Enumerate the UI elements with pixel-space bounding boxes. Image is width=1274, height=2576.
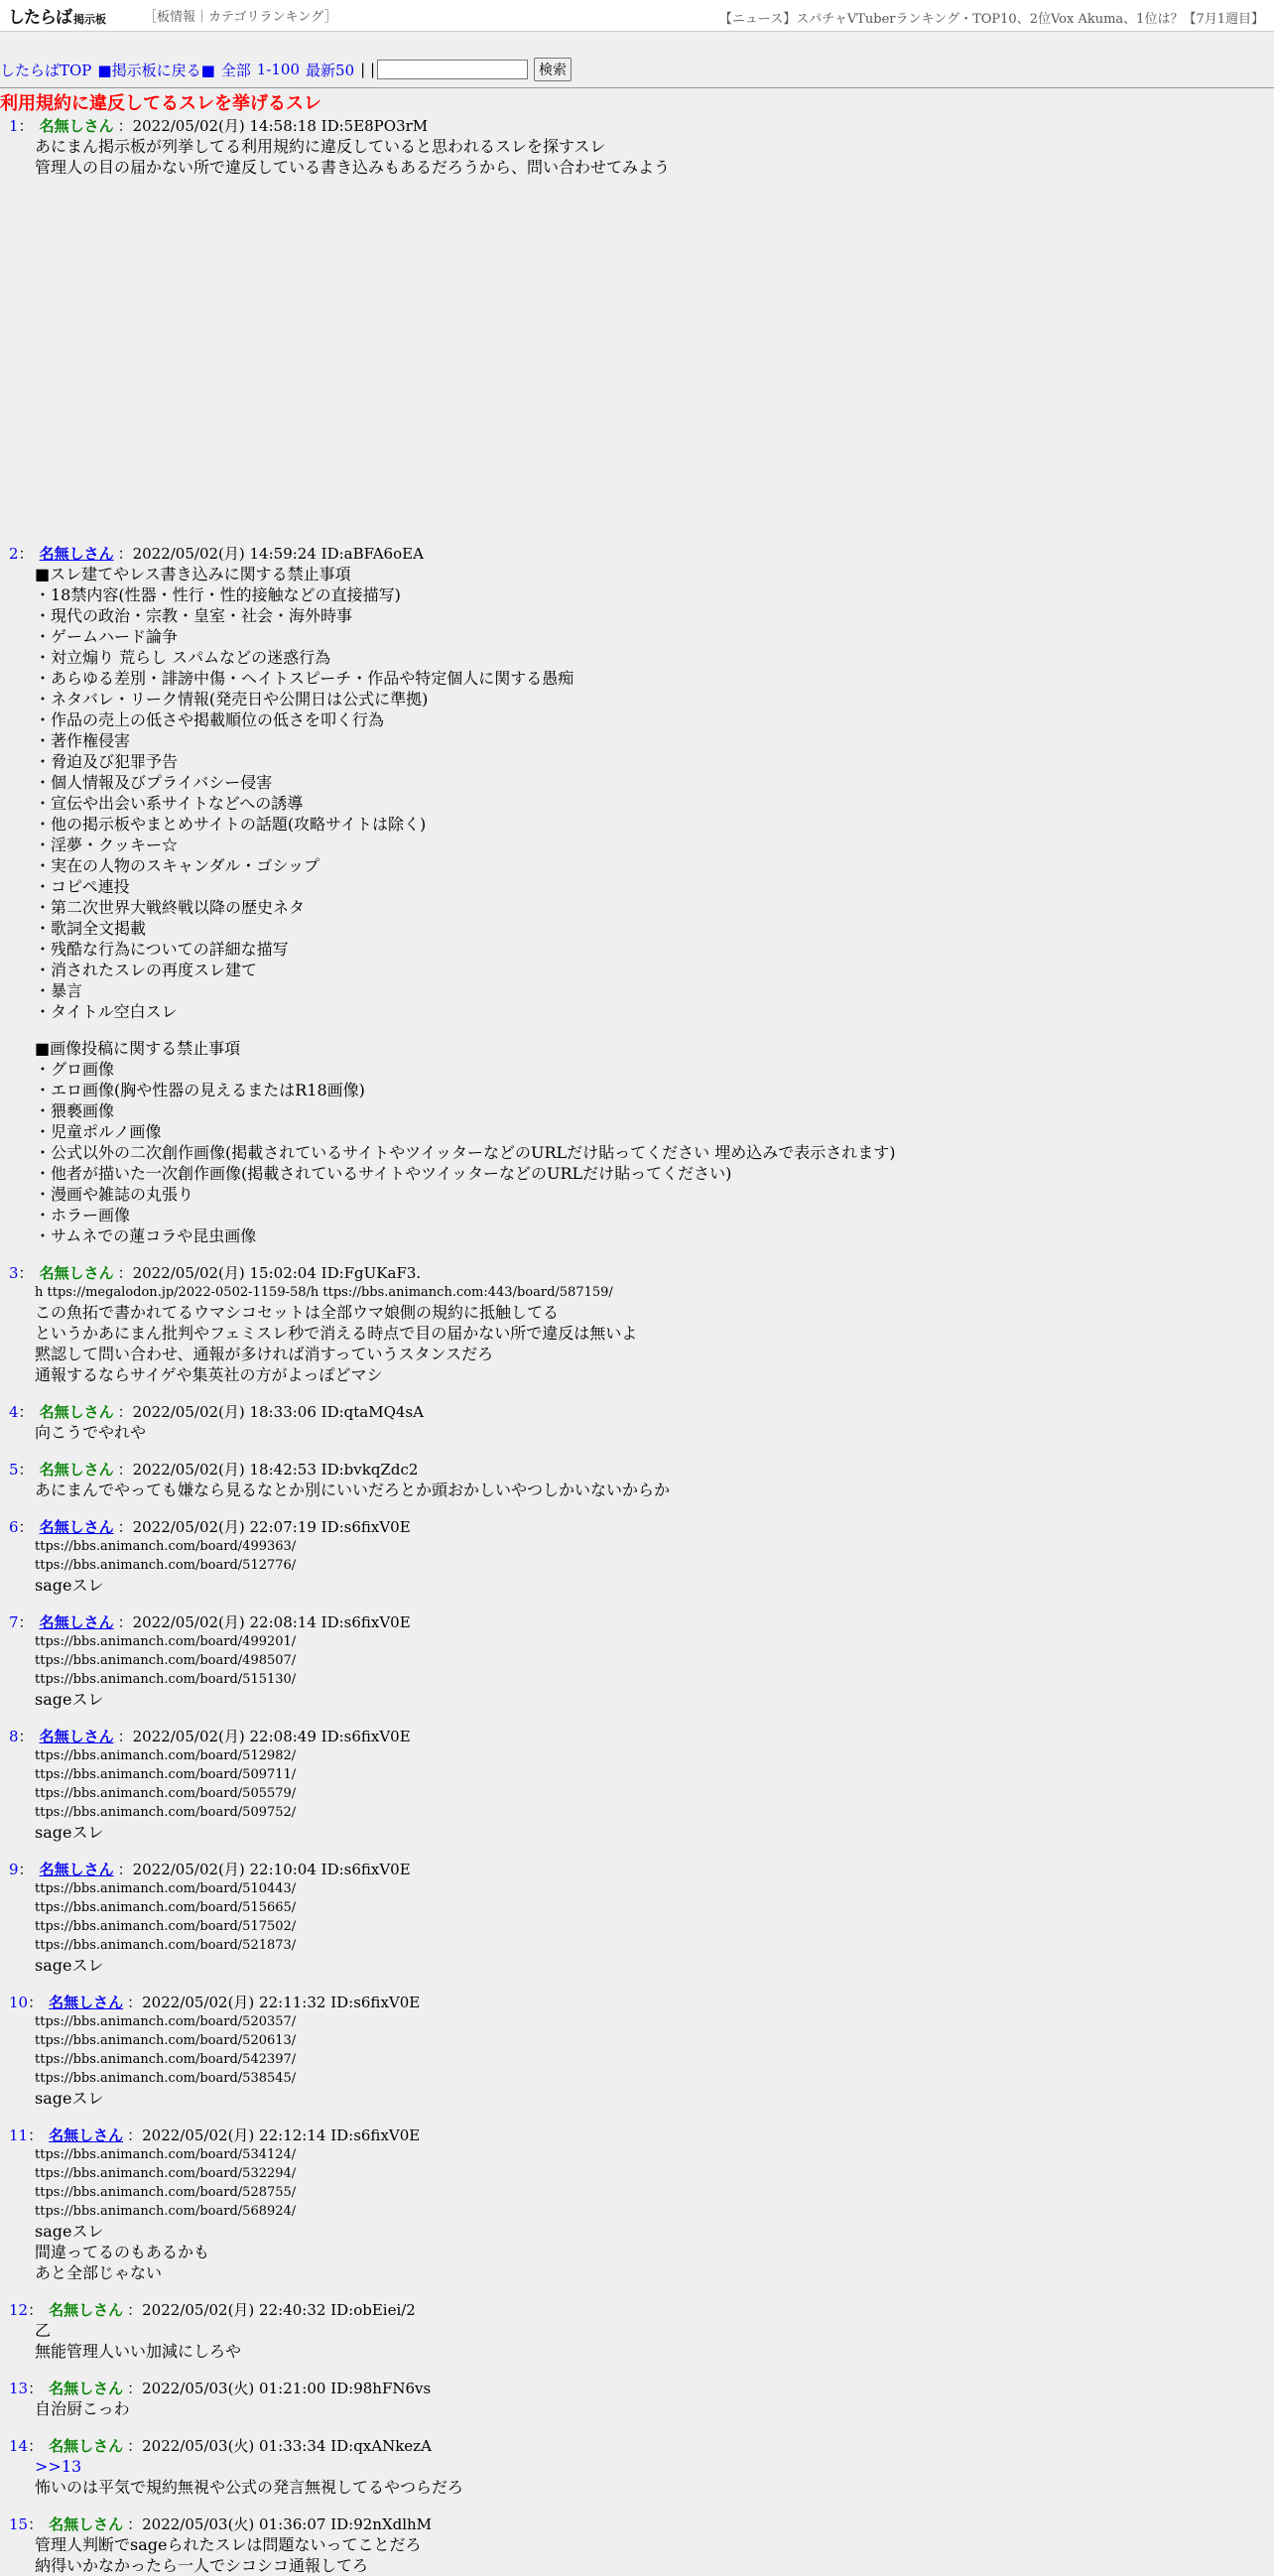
post [0, 117, 1274, 527]
nav-divider [0, 87, 1274, 88]
post-line: ・グロ画像 [35, 1060, 115, 1079]
poster-name[interactable]: 名無しさん [49, 1994, 124, 2011]
post-body [35, 1879, 1274, 1976]
category-ranking-link[interactable]: カテゴリランキング [208, 10, 324, 25]
post-line: sageスレ [35, 1690, 104, 1709]
post-line: ・残酷な行為についての詳細な描写 [35, 940, 289, 959]
post-line: 間違ってるのもあるかも [35, 2243, 210, 2261]
post-url-line: ttps://bbs.animanch.com/board/515665/ [35, 1900, 297, 1915]
post-number-link[interactable]: 11 [9, 2126, 29, 2144]
post-meta: ：2022/05/02(月) 22:11:32 ID:s6fixV0E [127, 1994, 421, 2011]
post-meta: ：2022/05/02(月) 14:59:24 ID:aBFA6oEA [117, 545, 424, 563]
post-header: 7： 名無しさん ：2022/05/02(月) 22:08:14 ID:s6fixV0E [9, 1613, 411, 1631]
post-number-link[interactable]: 2 [9, 545, 19, 563]
post-body [35, 1746, 1274, 1843]
post-url-line: ttps://bbs.animanch.com/board/520613/ [35, 2033, 297, 2048]
post-url-line: ttps://bbs.animanch.com/board/499363/ [35, 1539, 297, 1554]
post-line: ・淫夢・クッキー☆ [35, 836, 179, 854]
post [0, 1461, 1274, 1500]
post-number-link[interactable]: 7 [9, 1613, 19, 1631]
poster-name[interactable]: 名無しさん [39, 1613, 114, 1631]
poster-name: 名無しさん [49, 2515, 124, 2533]
post-line: ・宣伝や出会い系サイトなどへの誘導 [35, 794, 304, 813]
post-header: 5： 名無しさん ：2022/05/02(月) 18:42:53 ID:bvkqZdc2 [9, 1461, 419, 1479]
post-number-link[interactable]: 3 [9, 1264, 19, 1282]
post-url-line: ttps://bbs.animanch.com/board/512982/ [35, 1748, 297, 1763]
news-ticker [719, 8, 1264, 27]
post-line: ・現代の政治・宗教・皇室・社会・海外時事 [35, 606, 353, 625]
post-body [35, 1480, 1274, 1500]
post-line: 黙認して問い合わせ、通報が多ければ消すっていうスタンスだろ [35, 1345, 494, 1363]
post-line: sageスレ [35, 1956, 104, 1975]
post-meta: ：2022/05/02(月) 22:07:19 ID:s6fixV0E [117, 1518, 411, 1536]
post-line: というかあにまん批判やフェミスレ秒で消える時点で目の届かない所で違反は無いよ [35, 1324, 638, 1343]
post [0, 545, 1274, 1246]
post-line: ・作品の売上の低さや掲載順位の低さを叩く行為 [35, 710, 385, 729]
show-all-link[interactable]: 全部 [220, 61, 251, 79]
post-body [35, 1422, 1274, 1443]
post-url-line: ttps://bbs.animanch.com/board/499201/ [35, 1634, 297, 1649]
logo-sub-text: 掲示板 [73, 13, 106, 26]
post-line: 通報するならサイゲや集英社の方がよっぽどマシ [35, 1365, 383, 1384]
latest-50-link[interactable]: 最新50 [306, 61, 355, 79]
nav-separator: | | [360, 61, 376, 78]
post-header: 1： 名無しさん ：2022/05/02(月) 14:58:18 ID:5E8PO3rM [9, 117, 429, 135]
post [0, 2515, 1274, 2576]
post-header: 13： 名無しさん ：2022/05/03(火) 01:21:00 ID:98hFN6vs [9, 2380, 432, 2397]
post-line: ・他の掲示板やまとめサイトの話題(攻略サイトは除く) [35, 815, 427, 834]
post-line: ■スレ建てやレス書き込みに関する禁止事項 [35, 565, 351, 583]
post-body [35, 2456, 1274, 2498]
logo-main-text: したらば [8, 8, 71, 28]
post-line: 管理人の目の届かない所で違反している書き込みもあるだろうから、問い合わせてみよう [35, 158, 671, 177]
post-number-link[interactable]: 13 [9, 2380, 29, 2397]
post-url-line: ttps://bbs.animanch.com/board/534124/ [35, 2147, 297, 2162]
post-line: あと全部じゃない [35, 2263, 163, 2282]
post-meta: ：2022/05/03(火) 01:33:34 ID:qxANkezA [127, 2437, 432, 2455]
post-header: 3： 名無しさん ：2022/05/02(月) 15:02:04 ID:FgUKaF3. [9, 1264, 422, 1282]
poster-name[interactable]: 名無しさん [39, 545, 114, 563]
post-line: ・暴言 [35, 981, 83, 1000]
post-url-line: ttps://bbs.animanch.com/board/528755/ [35, 2185, 297, 2200]
post [0, 1403, 1274, 1443]
post-line: sageスレ [35, 2222, 104, 2241]
post-line: ・歌詞全文掲載 [35, 919, 147, 938]
post-body [35, 1632, 1274, 1710]
post-meta: ：2022/05/03(火) 01:36:07 ID:92nXdlhM [127, 2515, 433, 2533]
post-line: この魚拓で書かれてるウマシコセットは全部ウマ娘側の規約に抵触してる [35, 1303, 560, 1322]
post-line: ・あらゆる差別・誹謗中傷・ヘイトスピーチ・作品や特定個人に関する愚痴 [35, 669, 574, 688]
post-body [35, 2145, 1274, 2283]
post [0, 1264, 1274, 1385]
post-line [35, 1022, 1274, 1038]
post-line: ・第二次世界大戦終戦以降の歴史ネタ [35, 898, 306, 917]
post-number-link[interactable]: 12 [9, 2301, 29, 2319]
poster-name[interactable]: 名無しさん [39, 1728, 114, 1745]
post [0, 2437, 1274, 2498]
post-body [35, 2320, 1274, 2362]
post-url-line: h ttps://megalodon.jp/2022-0502-1159-58/h ttps://bbs.animanch.com:443/board/587159/ [35, 1285, 613, 1300]
post-meta: ：2022/05/02(月) 14:58:18 ID:5E8PO3rM [117, 117, 429, 135]
post-number-link[interactable]: 15 [9, 2515, 29, 2533]
post-line: ・他者が描いた一次創作画像(掲載されているサイトやツイッターなどのURLだけ貼ってください) [35, 1164, 732, 1183]
poster-name: 名無しさん [49, 2437, 124, 2455]
poster-name: 名無しさん [49, 2301, 124, 2319]
post-url-line: ttps://bbs.animanch.com/board/538545/ [35, 2071, 297, 2086]
post-body [35, 2534, 1274, 2576]
post-line: ■画像投稿に関する禁止事項 [35, 1039, 241, 1058]
post-line: ・ネタバレ・リーク情報(発売日や公開日は公式に準拠) [35, 690, 429, 708]
post-url-line: ttps://bbs.animanch.com/board/505579/ [35, 1786, 297, 1801]
board-info-link[interactable]: 板情報 [157, 10, 196, 25]
post-body [35, 1537, 1274, 1596]
post-line: ・サムネでの蓮コラや昆虫画像 [35, 1226, 257, 1245]
post-url-line: ttps://bbs.animanch.com/board/510443/ [35, 1881, 297, 1896]
post-line: ・エロ画像(胸や性器の見えるまたはR18画像) [35, 1081, 365, 1099]
post-meta: ：2022/05/02(月) 18:42:53 ID:bvkqZdc2 [117, 1461, 419, 1479]
post-url-line: ttps://bbs.animanch.com/board/520357/ [35, 2014, 297, 2029]
post-meta: ：2022/05/02(月) 22:12:14 ID:s6fixV0E [127, 2126, 421, 2144]
post-body [35, 1283, 1274, 1385]
post-line: 自治厨こっわ [35, 2399, 130, 2418]
ad-space [0, 178, 1274, 527]
post-header: 10： 名無しさん ：2022/05/02(月) 22:11:32 ID:s6fixV0E [9, 1994, 421, 2011]
post-header: 9： 名無しさん ：2022/05/02(月) 22:10:04 ID:s6fixV0E [9, 1861, 411, 1878]
post-line: ・著作権侵害 [35, 731, 131, 750]
post-line: ・児童ポルノ画像 [35, 1122, 162, 1141]
post-number-link[interactable]: 8 [9, 1728, 19, 1745]
site-logo[interactable] [8, 3, 106, 28]
back-to-board-link[interactable]: ■掲示板に戻る■ [97, 61, 215, 79]
post [0, 2126, 1274, 2283]
thread-title: 利用規約に違反してるスレを挙げるスレ [0, 93, 321, 114]
search-input[interactable] [377, 60, 528, 79]
post-number-link[interactable]: 4 [9, 1403, 19, 1421]
post-header: 15： 名無しさん ：2022/05/03(火) 01:36:07 ID:92nXdlhM [9, 2515, 433, 2533]
post-line: ・タイトル空白スレ [35, 1002, 178, 1021]
post [0, 2380, 1274, 2419]
post-line: 納得いかなかったら一人でシコシコ通報してろ [35, 2556, 369, 2575]
post-line: あにまん掲示板が列挙してる利用規約に違反していると思われるスレを探すスレ [35, 137, 606, 156]
post-header: 12： 名無しさん ：2022/05/02(月) 22:40:32 ID:obEiei/2 [9, 2301, 416, 2319]
post-number-link[interactable]: 1 [9, 117, 19, 135]
post [0, 1861, 1274, 1976]
post-line: sageスレ [35, 2089, 104, 2108]
post-header: 11： 名無しさん ：2022/05/02(月) 22:12:14 ID:s6fixV0E [9, 2126, 421, 2144]
post-line: ・対立煽り 荒らし スパムなどの迷惑行為 [35, 648, 331, 667]
post-line: ・ゲームハード論争 [35, 627, 179, 646]
post [0, 1518, 1274, 1596]
post-url-line: ttps://bbs.animanch.com/board/542397/ [35, 2052, 297, 2067]
post-url-line: ttps://bbs.animanch.com/board/517502/ [35, 1919, 297, 1934]
post-meta: ：2022/05/02(月) 15:02:04 ID:FgUKaF3. [117, 1264, 422, 1282]
header-links: ［板情報｜カテゴリランキング］ [144, 10, 337, 25]
poster-name[interactable]: 名無しさん [39, 1861, 114, 1878]
post-url-line: ttps://bbs.animanch.com/board/498507/ [35, 1653, 297, 1668]
poster-name: 名無しさん [49, 2380, 124, 2397]
post-header: 8： 名無しさん ：2022/05/02(月) 22:08:49 ID:s6fixV0E [9, 1728, 411, 1745]
post-meta: ：2022/05/02(月) 22:08:14 ID:s6fixV0E [117, 1613, 411, 1631]
post-body [35, 564, 1274, 1246]
post-line: sageスレ [35, 1576, 104, 1595]
post-line: sageスレ [35, 1823, 104, 1842]
post-meta: ：2022/05/02(月) 18:33:06 ID:qtaMQ4sA [117, 1403, 424, 1421]
poster-name: 名無しさん [39, 117, 114, 135]
post [0, 1613, 1274, 1710]
post-number-link[interactable]: 14 [9, 2437, 29, 2455]
post-meta: ：2022/05/02(月) 22:40:32 ID:obEiei/2 [127, 2301, 416, 2319]
post [0, 1728, 1274, 1843]
post-header: 14： 名無しさん ：2022/05/03(火) 01:33:34 ID:qxANkezA [9, 2437, 432, 2455]
news-prefix: 【ニュース】 [718, 12, 797, 27]
shitaraba-top-link[interactable]: したらばTOP [0, 61, 92, 79]
post-url-line: ttps://bbs.animanch.com/board/509752/ [35, 1805, 297, 1820]
post-line: ・公式以外の二次創作画像(掲載されているサイトやツイッターなどのURLだけ貼ってください 埋め込みで表示されます) [35, 1143, 896, 1162]
post-line: ・脅迫及び犯罪予告 [35, 752, 179, 771]
post-meta: ：2022/05/03(火) 01:21:00 ID:98hFN6vs [127, 2380, 432, 2397]
news-link[interactable]: スパチャVTuberランキング・TOP10、2位Vox Akuma、1位は？【7月1週目】 [796, 12, 1264, 27]
post-list [0, 117, 1274, 2576]
post-url-line: ttps://bbs.animanch.com/board/521873/ [35, 1938, 297, 1953]
post-line: ・コピペ連投 [35, 877, 130, 896]
post-url-line: ttps://bbs.animanch.com/board/509711/ [35, 1767, 297, 1782]
post-line: 怖いのは平気で規約無視や公式の発言無視してるやつらだろ [35, 2478, 464, 2497]
post-number-link[interactable]: 5 [9, 1461, 19, 1479]
post-line: ・18禁内容(性器・性行・性的接触などの直接描写) [35, 585, 401, 604]
search-button[interactable]: 検索 [534, 58, 572, 81]
post-meta: ：2022/05/02(月) 22:08:49 ID:s6fixV0E [117, 1728, 411, 1745]
post-body [35, 2398, 1274, 2419]
post-line: ・個人情報及びプライバシー侵害 [35, 773, 273, 792]
site-header [0, 0, 1274, 32]
post-url-line: ttps://bbs.animanch.com/board/568924/ [35, 2204, 297, 2219]
post-body [35, 2012, 1274, 2109]
poster-name: 名無しさん [39, 1403, 114, 1421]
post-url-line: ttps://bbs.animanch.com/board/512776/ [35, 1558, 297, 1573]
post-number-link[interactable]: 6 [9, 1518, 19, 1536]
post-line: ・ホラー画像 [35, 1206, 131, 1224]
poster-name[interactable]: 名無しさん [39, 1518, 114, 1536]
post-line: 乙 [35, 2321, 52, 2340]
post-url-line: ttps://bbs.animanch.com/board/532294/ [35, 2166, 297, 2181]
post-line: ・消されたスレの再度スレ建て [35, 961, 258, 979]
post-body [35, 136, 1274, 178]
poster-name: 名無しさん [39, 1461, 114, 1479]
post-meta: ：2022/05/02(月) 22:10:04 ID:s6fixV0E [117, 1861, 411, 1878]
post-header: 6： 名無しさん ：2022/05/02(月) 22:07:19 ID:s6fixV0E [9, 1518, 411, 1536]
post [0, 2301, 1274, 2362]
reply-anchor-link[interactable]: >>13 [35, 2457, 82, 2476]
post-number-link[interactable]: 9 [9, 1861, 19, 1878]
post-line: 向こうでやれや [35, 1423, 147, 1442]
post-header: 2： 名無しさん ：2022/05/02(月) 14:59:24 ID:aBFA6oEA [9, 545, 424, 563]
post-line: ・実在の人物のスキャンダル・ゴシップ [35, 856, 320, 875]
post-line: ・猥褻画像 [35, 1101, 115, 1120]
poster-name[interactable]: 名無しさん [49, 2126, 124, 2144]
post-number-link[interactable]: 10 [9, 1994, 29, 2011]
post-line: ・漫画や雑誌の丸張り [35, 1185, 194, 1204]
post-line: 無能管理人いい加減にしろや [35, 2342, 242, 2361]
thread-nav [0, 56, 1274, 83]
post-url-line: ttps://bbs.animanch.com/board/515130/ [35, 1672, 297, 1687]
range-1-100-link[interactable]: 1-100 [256, 61, 301, 78]
post-line: あにまんでやっても嫌なら見るなとか別にいいだろとか頭おかしいやつしかいないからか [35, 1481, 671, 1499]
poster-name: 名無しさん [39, 1264, 114, 1282]
post-header: 4： 名無しさん ：2022/05/02(月) 18:33:06 ID:qtaMQ4sA [9, 1403, 424, 1421]
post-line: 管理人判断でsageられたスレは問題ないってことだろ [35, 2535, 422, 2554]
post [0, 1994, 1274, 2109]
